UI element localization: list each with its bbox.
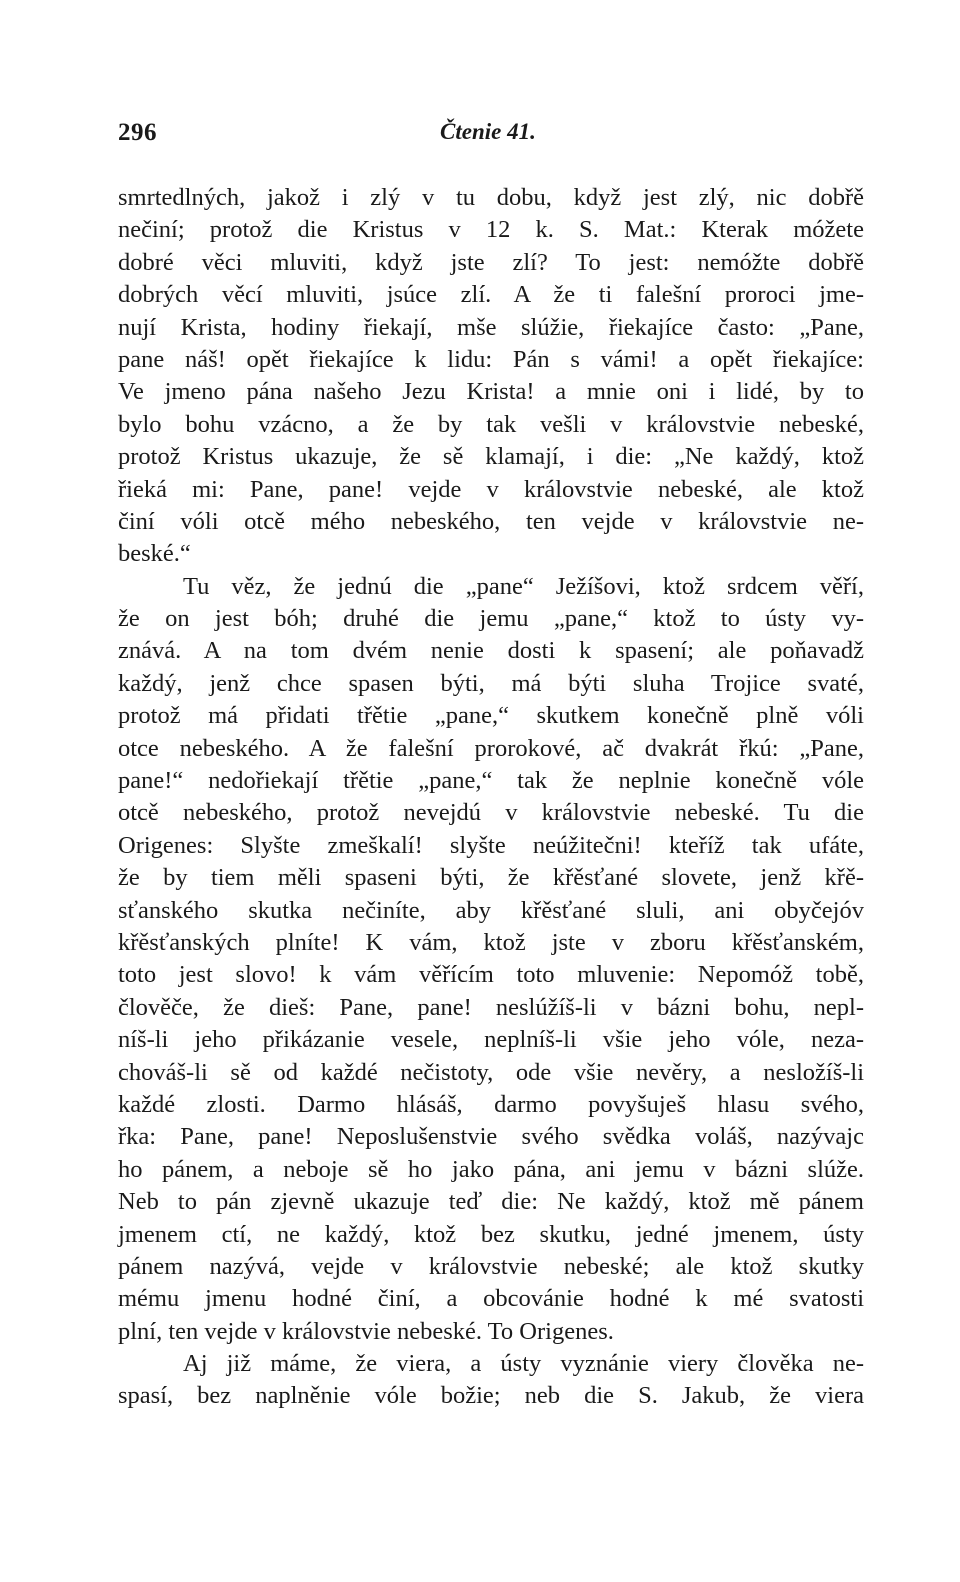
text-line: řka: Pane, pane! Neposlušenstvie svého svědka voláš, nazývajc: [118, 1123, 864, 1151]
text-line: níš-li jeho přikázanie vesele, neplníš-li všie jeho vóle, neza-: [118, 1026, 864, 1054]
text-line: toto jest slovo! k vám věřícím toto mluvenie: Nepomóž tobě,: [118, 961, 864, 989]
text-line: sťanského skutka nečiníte, aby křěsťané sluli, ani obyčejóv: [118, 896, 864, 924]
text-line: pánem nazývá, vejde v královstvie nebeské; ale ktož skutky: [118, 1252, 864, 1280]
text-line: dobrých věcí mluviti, jsúce zlí. A že ti falešní proroci jme-: [118, 281, 864, 309]
text-line: že on jest bóh; druhé die jemu „pane,“ ktož to ústy vy-: [118, 605, 864, 633]
text-line: ho pánem, a neboje sě ho jako pána, ani jemu v bázni slúže.: [118, 1155, 864, 1183]
text-line: nečiní; protož die Kristus v 12 k. S. Mat.: Kterak móžete: [118, 216, 864, 244]
text-line: pane náš! opět řiekajíce k lidu: Pán s vámi! a opět řiekajíce:: [118, 345, 864, 373]
page-header: [118, 119, 864, 153]
text-line: křěsťanských plníte! K vám, ktož jste v zboru křěsťanském,: [118, 928, 864, 956]
text-line: protož Kristus ukazuje, že sě klamají, i die: „Ne každý, ktož: [118, 443, 864, 471]
text-line: každé zlosti. Darmo hlásáš, darmo povyšuješ hlasu svého,: [118, 1090, 864, 1118]
text-line: plní, ten vejde v královstvie nebeské. To Origenes.: [118, 1317, 614, 1345]
text-line: činí vóli otcě mého nebeského, ten vejde v královstvie ne-: [118, 507, 864, 535]
text-line: beské.“: [118, 540, 191, 568]
text-line: že by tiem měli spaseni býti, že křěsťané slovete, jenž křě-: [118, 864, 864, 892]
text-line: jmenem ctí, ne každý, ktož bez skutku, jedné jmenem, ústy: [118, 1220, 864, 1248]
text-line: Ve jmeno pána našeho Jezu Krista! a mnie oni i lidé, by to: [118, 378, 864, 406]
text-line: otce nebeského. A že falešní prorokové, ač dvakrát řkú: „Pane,: [118, 734, 864, 762]
text-line: nují Krista, hodiny řiekají, mše slúžie, řiekajíce často: „Pane,: [118, 313, 864, 341]
text-line: každý, jenž chce spasen býti, má býti sluha Trojice svaté,: [118, 669, 864, 697]
text-line: Origenes: Slyšte zmeškalí! slyšte neúžitečni! kteříž tak ufáte,: [118, 831, 864, 859]
text-line: Aj již máme, že viera, a ústy vyznánie viery člověka ne-: [183, 1350, 864, 1378]
text-line: člověče, že dieš: Pane, pane! neslúžíš-li v bázni bohu, nepl-: [118, 993, 864, 1021]
running-head: Čtenie 41.: [440, 119, 536, 144]
text-line: pane!“ nedořiekají třětie „pane,“ tak že neplnie konečně vóle: [118, 767, 864, 795]
text-line: Neb to pán zjevně ukazuje teď die: Ne každý, ktož mě pánem: [118, 1188, 864, 1216]
text-line: bylo bohu vzácno, a že by tak vešli v královstvie nebeské,: [118, 410, 864, 438]
body-text: [118, 182, 864, 1413]
text-line: Tu věz, že jednú die „pane“ Ježíšovi, ktož srdcem věří,: [183, 572, 864, 600]
text-line: smrtedlných, jakož i zlý v tu dobu, když jest zlý, nic dobřě: [118, 184, 864, 211]
text-line: spasí, bez naplněnie vóle božie; neb die S. Jakub, že viera: [118, 1382, 864, 1410]
text-line: mému jmenu hodné činí, a obcovánie hodné k mé svatosti: [118, 1285, 864, 1313]
text-line: otcě nebeského, protož nevejdú v královstvie nebeské. Tu die: [118, 799, 864, 827]
text-line: protož má přidati třětie „pane,“ skutkem konečně plně vóli: [118, 702, 864, 730]
text-line: chováš-li sě od každé nečistoty, ode všie nevěry, a nesložíš-li: [118, 1058, 864, 1086]
text-line: znává. A na tom dvém nenie dosti k spasení; ale poňavadž: [118, 637, 864, 665]
text-line: řieká mi: Pane, pane! vejde v královstvie nebeské, ale ktož: [118, 475, 864, 503]
text-line: dobré věci mluviti, když jste zlí? To jest: nemóžte dobřě: [118, 248, 864, 276]
page-number: 296: [118, 119, 157, 146]
